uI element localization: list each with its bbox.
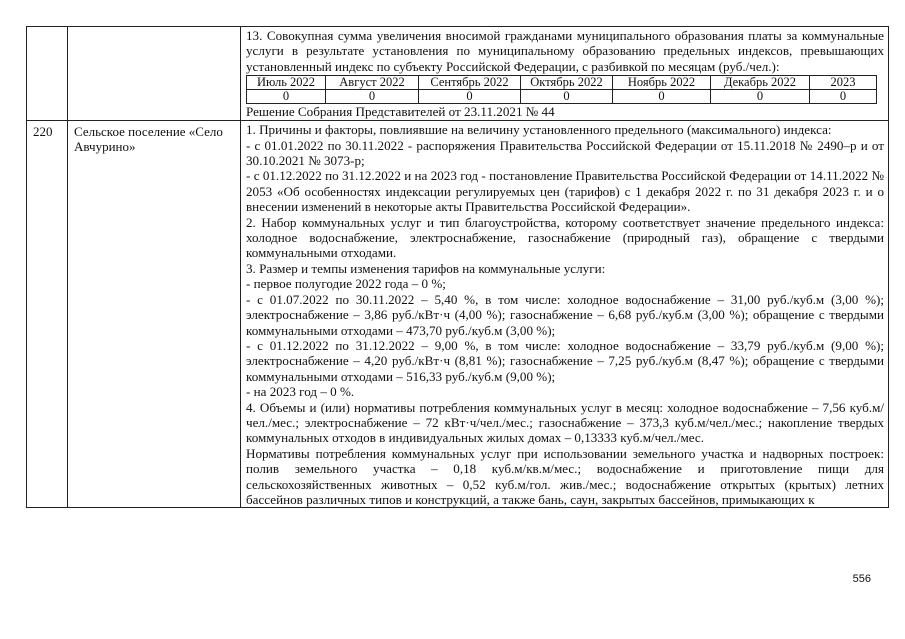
name-cell-empty <box>68 27 241 121</box>
month-value: 0 <box>711 90 810 104</box>
months-value-row <box>247 90 877 104</box>
month-value: 0 <box>247 90 326 104</box>
tariff-item-dec-2022: - с 01.12.2022 по 31.12.2022 – 9,00 %, в том числе: холодное водоснабжение – 33,79 руб./куб.м (9,00 %); электроснабжение – 4,20 руб./кВт·ч (8,81 %); газоснабжение – 7,25 руб./куб.м (8,47 %); обращение с твердыми коммунальными отходами – 516,33 руб./куб.м (9,00 %); <box>246 337 884 384</box>
causes-item-1: - с 01.01.2022 по 30.11.2022 - распоряжения Правительства Российской Федерации от 15.11.2018 № 2490–р и от 30.10.2021 № 3073-р; <box>246 137 884 169</box>
month-header: Июль 2022 <box>247 76 326 90</box>
months-header-row <box>247 76 877 90</box>
services-set-text: 2. Набор коммунальных услуг и тип благоустройства, которому соответствует значение предельного индекса: холодное водоснабжение, электроснабжение, газоснабжение (природный газ), обращение с твердыми коммунальными отходами. <box>246 214 884 261</box>
monthly-sum-table <box>246 75 877 104</box>
row-number: 220 <box>27 121 68 508</box>
month-header: Декабрь 2022 <box>711 76 810 90</box>
table-row-previous <box>27 27 889 121</box>
month-header: Сентябрь 2022 <box>419 76 521 90</box>
month-value: 0 <box>521 90 613 104</box>
content-cell-previous <box>241 27 889 121</box>
land-plot-norms-text: Нормативы потребления коммунальных услуг при использовании земельного участка и надворных построек: полив земельного участка – 0,18 куб.м/кв.м/мес.; водоснабжение и приготовление пищи для сельскохозяйственных животных – 0,52 куб.м/гол. жив./мес.; водоснабжение открытых (крытых) летних бассейнов различных типов и конструкций, а также бань, саун, закрытых бассейнов, примыкающих к <box>246 445 884 507</box>
consumption-norms-text: 4. Объемы и (или) нормативы потребления коммунальных услуг в месяц: холодное водоснабжение – 7,56 куб.м/чел./мес.; электроснабжение – 72 кВт·ч/чел./мес.; газоснабжение – 373,3 куб.м/чел./мес.; накопление твердых коммунальных отходов в индивидуальных жилых домах – 0,13333 куб.м/чел./мес. <box>246 399 884 446</box>
month-value: 0 <box>810 90 877 104</box>
content-cell-220 <box>241 121 889 508</box>
tariffs-heading: 3. Размер и темпы изменения тарифов на коммунальные услуги: <box>246 260 606 276</box>
tariff-item-h1-2022: - первое полугодие 2022 года – 0 %; <box>246 276 446 292</box>
tariff-item-2023: - на 2023 год – 0 %. <box>246 384 355 400</box>
month-header: Ноябрь 2022 <box>613 76 711 90</box>
causes-heading: 1. Причины и факторы, повлиявшие на величину установленного предельного (максимального) индекса: <box>246 122 832 138</box>
municipality-name: Сельское поселение «Село Авчурино» <box>68 121 241 508</box>
page-number: 556 <box>852 573 871 585</box>
month-header: 2023 <box>810 76 877 90</box>
resolution-reference: Решение Собрания Представителей от 23.11.2021 № 44 <box>246 104 555 120</box>
month-value: 0 <box>613 90 711 104</box>
month-header: Август 2022 <box>326 76 419 90</box>
number-cell-empty <box>27 27 68 121</box>
month-value: 0 <box>419 90 521 104</box>
tariff-item-jul-nov-2022: - с 01.07.2022 по 30.11.2022 – 5,40 %, в том числе: холодное водоснабжение – 31,00 руб./куб.м (3,00 %); электроснабжение – 3,86 руб./кВт·ч (4,00 %); газоснабжение – 6,68 руб./куб.м (3,00 %); обращение с твердыми коммунальными отходами – 473,70 руб./куб.м (3,00 %); <box>246 291 884 338</box>
causes-item-2: - с 01.12.2022 по 31.12.2022 и на 2023 год - постановление Правительства Российской Федерации от 14.11.2022 № 2053 «Об особенностях индексации регулируемых цен (тарифов) с 1 декабря 2022 г. по 31 декабря 2023 г. и о внесении изменений в некоторые акты Правительства Российской Федерации». <box>246 168 884 215</box>
month-value: 0 <box>326 90 419 104</box>
item-13-text: 13. Совокупная сумма увеличения вносимой гражданами муниципального образования платы за коммунальные услуги в результате установления по муниципальному образованию предельных индексов, превышающих установленный индекс по субъекту Российской Федерации, с разбивкой по месяцам (руб./чел.): <box>246 28 884 74</box>
table-row-220 <box>27 121 889 508</box>
month-header: Октябрь 2022 <box>521 76 613 90</box>
indices-table <box>26 26 889 508</box>
